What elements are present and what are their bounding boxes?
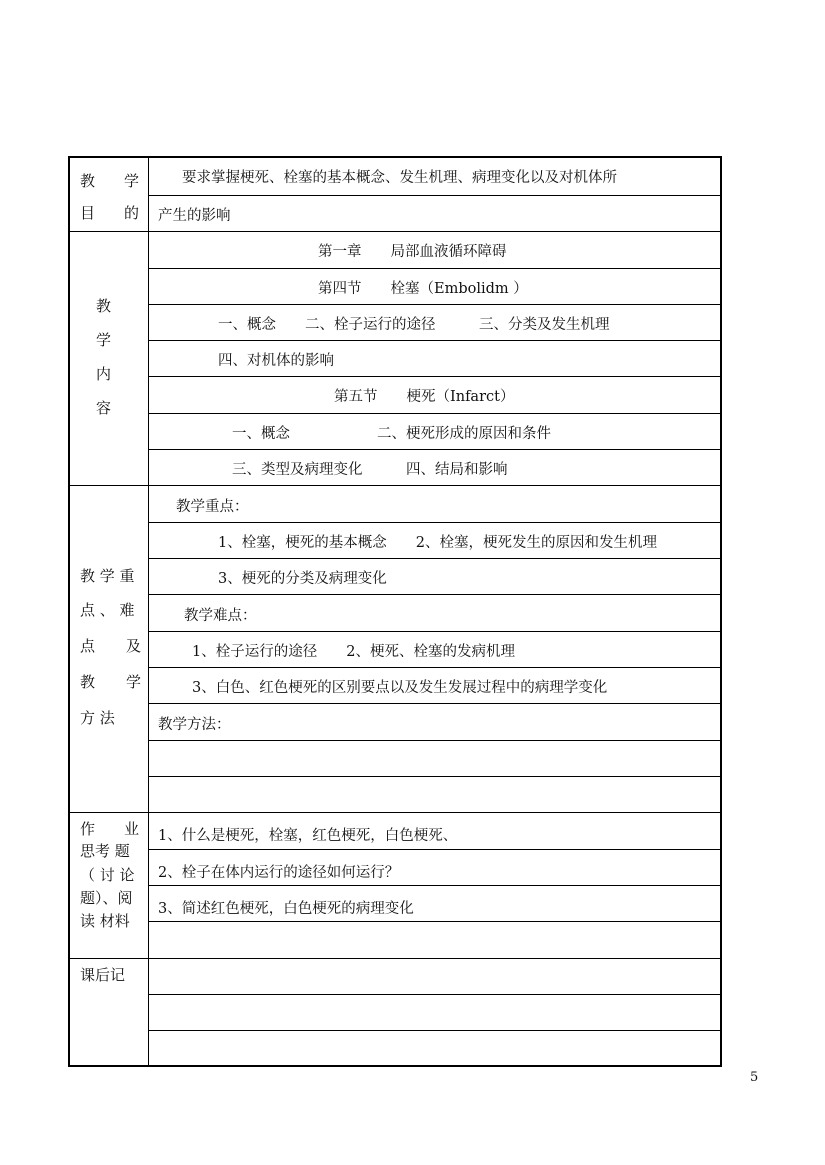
difficulty-1-2: 1、栓子运行的途径 2、梗死、栓塞的发病机理 xyxy=(192,644,515,660)
difficulties-heading: 教学难点： xyxy=(184,608,257,624)
row-rule xyxy=(148,994,720,995)
section4-topics-cont: 四、对机体的影响 xyxy=(218,353,334,369)
methods-heading: 教学方法： xyxy=(158,717,231,733)
homework-label: 作 业 思考 题 （ 讨 论 题）、阅 读 材料 xyxy=(80,820,140,930)
row-rule xyxy=(148,1030,720,1031)
content-label: 教 学 内 容 xyxy=(96,297,112,417)
lesson-plan-table xyxy=(68,156,722,1067)
difficulty-3: 3、白色、红色梗死的区别要点以及发生发展过程中的病理学变化 xyxy=(192,680,608,696)
key-point-3: 3、梗死的分类及病理变化 xyxy=(218,571,387,587)
keypoints-label: 教 学 重 点 、 难 点 及 教 学 方 法 xyxy=(80,567,142,727)
homework-question-2: 2、栓子在体内运行的途径如何运行？ xyxy=(158,865,400,881)
objective-text-line2: 产生的影响 xyxy=(158,208,231,224)
section5-topics: 一、概念 二、梗死形成的原因和条件 xyxy=(232,426,551,442)
objective-text-line1: 要求掌握梗死、栓塞的基本概念、发生机理、病理变化以及对机体所 xyxy=(182,170,617,186)
page-number: 5 xyxy=(750,1070,759,1085)
section4-topics: 一、概念 二、栓子运行的途径 三、分类及发生机理 xyxy=(218,317,610,333)
after-class-label: 课后记 xyxy=(80,966,126,984)
row-rule xyxy=(148,776,720,777)
objective-label: 教 学 目 的 xyxy=(80,172,140,222)
homework-question-3: 3、简述红色梗死，白色梗死的病理变化 xyxy=(158,901,414,917)
key-points-heading: 教学重点： xyxy=(176,499,249,515)
section-rule xyxy=(70,812,720,813)
section-rule xyxy=(70,958,720,959)
chapter-title: 第一章 局部血液循环障碍 xyxy=(318,244,507,260)
section4-title: 第四节 栓塞（Embolidm ） xyxy=(318,281,528,297)
key-point-1-2: 1、栓塞，梗死的基本概念 2、栓塞，梗死发生的原因和发生机理 xyxy=(218,535,657,551)
homework-question-1: 1、什么是梗死，栓塞，红色梗死，白色梗死、 xyxy=(158,828,458,844)
section5-title: 第五节 梗死（Infarct） xyxy=(334,389,515,405)
section5-topics-cont: 三、类型及病理变化 四、结局和影响 xyxy=(232,462,508,478)
